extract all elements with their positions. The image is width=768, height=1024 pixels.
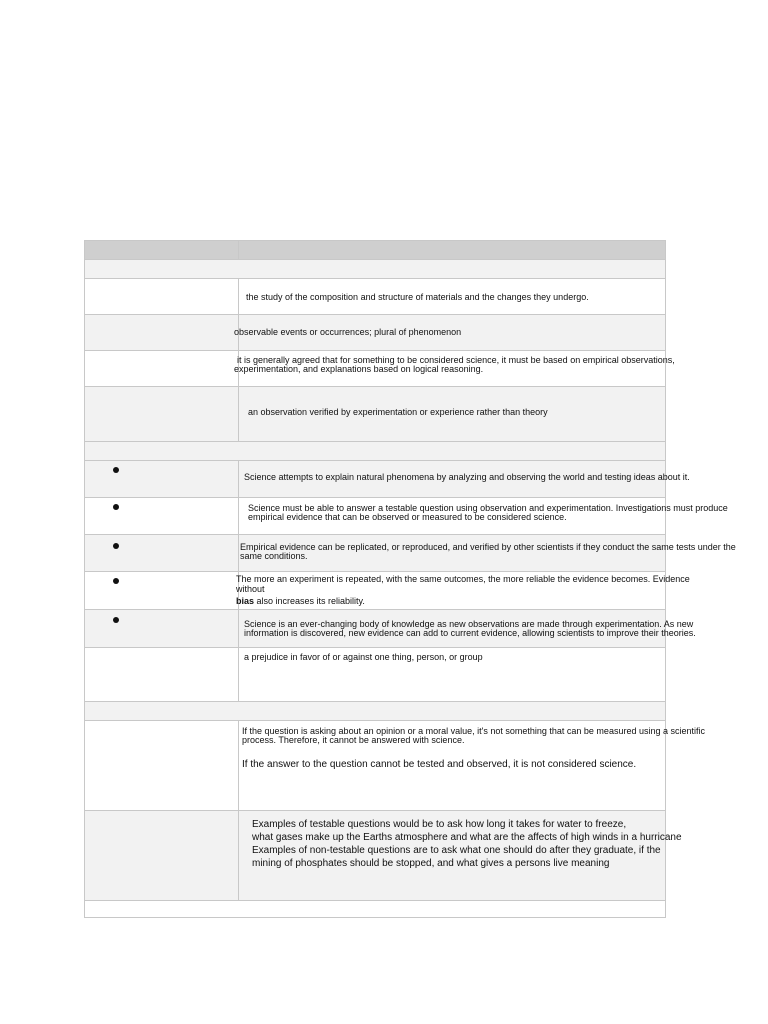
characteristic-text-line2: without [236, 584, 265, 594]
column-divider [238, 387, 239, 441]
table-footer-row [84, 900, 666, 918]
column-divider [238, 279, 239, 314]
column-divider [238, 461, 239, 497]
characteristic-text-line2: information is discovered, new evidence can add to current evidence, allowing scientists to improve their theories. [244, 628, 696, 638]
characteristic-row-4 [84, 571, 690, 609]
definition-text: observable events or occurrences; plural of phenomenon [234, 327, 462, 337]
characteristic-text-line2: same conditions. [240, 551, 308, 561]
column-divider [238, 610, 239, 647]
characteristic-text-line1: Empirical evidence can be replicated, or reproduced, and verified by other scientists if they conduct the same tests under the [240, 542, 736, 552]
table-header-row [84, 240, 666, 259]
definition-row-phenomena [84, 314, 666, 350]
characteristic-text-line1: Science is an ever-changing body of knowledge as new observations are made through experimentation. As new [244, 619, 694, 629]
characteristic-text-line2: empirical evidence that can be observed or measured to be considered science. [248, 512, 567, 522]
questions-row-rules [84, 720, 705, 810]
column-divider [238, 721, 239, 810]
definition-text: the study of the composition and structure of materials and the changes they undergo. [246, 292, 589, 302]
notes-table [84, 240, 736, 918]
section-band-questions [84, 701, 666, 720]
column-divider [238, 241, 239, 259]
characteristic-row-1 [84, 460, 690, 497]
characteristic-row-2 [84, 497, 728, 534]
testable-rule: If the answer to the question cannot be tested and observed, it is not considered science. [242, 759, 637, 770]
section-band-definitions [84, 259, 666, 278]
bullet-icon [113, 617, 119, 623]
definition-text-line1: it is generally agreed that for something to be considered science, it must be based on empirical observations, [237, 355, 675, 365]
definition-row-empirical-evidence [84, 386, 666, 441]
characteristic-row-5 [84, 609, 696, 647]
definition-row-bias [84, 647, 666, 701]
example-line-4: mining of phosphates should be stopped, and what gives a persons live meaning [252, 858, 610, 869]
bias-suffix: also increases its reliability. [254, 596, 365, 606]
opinion-rule-line1: If the question is asking about an opinion or a moral value, it's not something that can be measured using a scientific [242, 726, 705, 736]
example-line-2: what gases make up the Earths atmosphere and what are the affects of high winds in a hurricane [252, 832, 682, 843]
bullet-icon [113, 467, 119, 473]
example-line-1: Examples of testable questions would be to ask how long it takes for water to freeze, [252, 819, 627, 830]
bullet-icon [113, 504, 119, 510]
characteristic-row-3 [84, 534, 736, 571]
bias-term: bias [236, 596, 255, 606]
characteristic-text-line1: The more an experiment is repeated, with the same outcomes, the more reliable the evidence becomes. Evidence [236, 574, 690, 584]
opinion-rule-line2: process. Therefore, it cannot be answered with science. [242, 735, 465, 745]
column-divider [238, 498, 239, 534]
characteristic-text-line3 [236, 597, 365, 606]
bias-definition-text: a prejudice in favor of or against one thing, person, or group [244, 652, 483, 662]
questions-row-examples [84, 810, 682, 900]
column-divider [238, 811, 239, 900]
example-line-3: Examples of non-testable questions are to ask what one should do after they graduate, if the [252, 845, 661, 856]
definition-row-chemistry [84, 278, 666, 314]
column-divider [238, 648, 239, 701]
characteristic-text-line1: Science must be able to answer a testable question using observation and experimentation. Investigations must produce [248, 503, 728, 513]
definition-text-line2: experimentation, and explanations based on logical reasoning. [234, 364, 484, 374]
definition-row-science [84, 350, 675, 386]
definition-text: an observation verified by experimentation or experience rather than theory [248, 407, 548, 417]
section-band-characteristics [84, 441, 666, 460]
column-divider [238, 535, 239, 571]
bullet-icon [113, 578, 119, 584]
characteristic-text: Science attempts to explain natural phenomena by analyzing and observing the world and testing ideas about it. [244, 472, 690, 482]
bullet-icon [113, 543, 119, 549]
